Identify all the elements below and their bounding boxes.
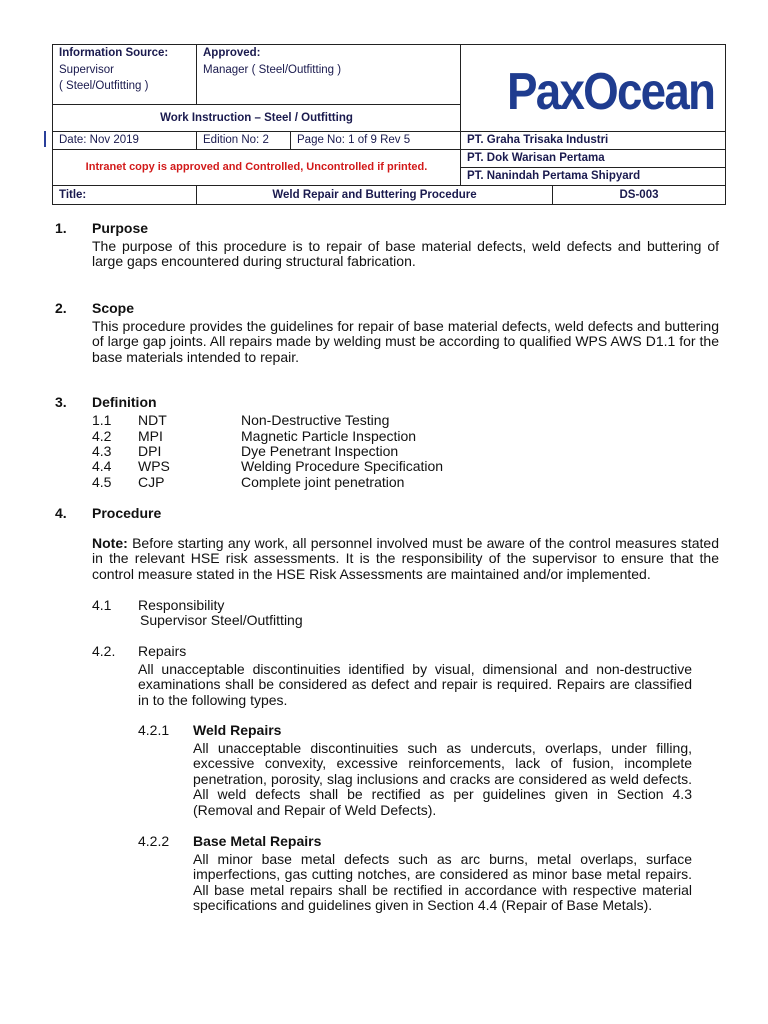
date-value: Date: Nov 2019 (59, 134, 139, 146)
section-41-text: Supervisor Steel/Outfitting (140, 612, 303, 628)
definition-abbr-5: CJP (138, 474, 165, 490)
section-2-number: 2. (55, 300, 67, 316)
definition-no-4: 4.4 (92, 458, 112, 474)
definition-meaning-4: Welding Procedure Specification (241, 458, 444, 474)
section-41-number: 4.1 (92, 597, 112, 613)
section-4-number: 4. (55, 505, 67, 521)
section-1-number: 1. (55, 220, 67, 236)
definition-abbr-3: DPI (138, 443, 162, 459)
doc-code: DS-003 (619, 189, 659, 201)
section-4-title: Procedure (92, 505, 162, 521)
note-label: Note: (92, 535, 128, 551)
section-422-title: Base Metal Repairs (193, 833, 322, 849)
approved-value: Manager ( Steel/Outfitting ) (203, 64, 342, 76)
section-1-text: The purpose of this procedure is to repair of base material defects, weld defects and buttering of large gaps encountered during structural fabrication. (92, 238, 719, 270)
definition-meaning-5: Complete joint penetration (241, 474, 405, 490)
work-instruction: Work Instruction – Steel / Outfitting (160, 112, 353, 124)
doc-code-cell (552, 185, 726, 205)
section-42-text: All unacceptable discontinuities identified by visual, dimensional and non-destructive examinations shall be considered as defect and repair is required. Repairs are classified in to the following types. (138, 661, 692, 708)
title-label-cell (52, 185, 197, 205)
note-text: Before starting any work, all personnel involved must be aware of the control measures stated in the relevant HSE risk assessments. It is the responsibility of the supervisor to ensure that the control measure stated in the HSE Risk Assessments are maintained and/or implemented. (92, 535, 719, 582)
info-source-cell (52, 44, 197, 105)
section-1-title: Purpose (92, 220, 149, 236)
definition-no-3: 4.3 (92, 443, 112, 459)
company3-cell (460, 167, 726, 186)
section-42-number: 4.2. (92, 643, 116, 659)
section-422-number: 4.2.2 (138, 833, 170, 849)
section-2-title: Scope (92, 300, 135, 316)
company2-cell (460, 149, 726, 168)
section-2-text: This procedure provides the guidelines for repair of base material defects, weld defects and buttering of large gap joints. All repairs made by welding must be according to qualified WPS AWS D1.1 for the base materials intended to repair. (92, 318, 719, 365)
section-42-title: Repairs (138, 643, 187, 659)
definition-meaning-3: Dye Penetrant Inspection (241, 443, 399, 459)
info-source-label: Information Source: (59, 47, 169, 59)
definition-abbr-1: NDT (138, 412, 167, 428)
section-421-text: All unacceptable discontinuities such as undercuts, overlaps, under filling, excessive convexity, excessive reinforcements, lack of fusion, incomplete penetration, porosity, slag inclusions and cracks are considered as weld defects. All weld defects shall be rectified as per guidelines given in Section 4.3 (Removal and Repair of Weld Defects). (193, 740, 692, 818)
definition-no-5: 4.5 (92, 474, 112, 490)
edition-cell (196, 131, 291, 150)
company3: PT. Nanindah Pertama Shipyard (467, 170, 641, 182)
definition-abbr-2: MPI (138, 428, 163, 444)
approved-label: Approved: (203, 47, 261, 59)
definition-abbr-4: WPS (138, 458, 170, 474)
company1: PT. Graha Trisaka Industri (467, 134, 609, 146)
title-label: Title: (59, 189, 87, 201)
section-41-title: Responsibility (138, 597, 225, 613)
info-source-line2: ( Steel/Outfitting ) (59, 80, 149, 92)
approved-cell (196, 44, 461, 105)
definition-meaning-2: Magnetic Particle Inspection (241, 428, 417, 444)
intranet-note: Intranet copy is approved and Controlled, Uncontrolled if printed. (85, 161, 428, 173)
definition-no-2: 4.2 (92, 428, 112, 444)
work-instruction-cell (52, 104, 461, 132)
document-header (52, 44, 726, 205)
edition-value: Edition No: 2 (203, 134, 269, 146)
company1-cell (460, 131, 726, 150)
info-source-line1: Supervisor (59, 64, 114, 76)
title-value: Weld Repair and Buttering Procedure (272, 189, 477, 201)
margin-marker (44, 131, 46, 147)
page-no-cell (290, 131, 461, 150)
section-421-title: Weld Repairs (193, 722, 282, 738)
intranet-cell (52, 149, 461, 186)
page-no-value: Page No: 1 of 9 Rev 5 (297, 134, 411, 146)
paxocean-logo: PaxOcean (507, 63, 715, 121)
note-paragraph (92, 536, 719, 582)
section-422-text: All minor base metal defects such as arc burns, metal overlaps, surface imperfections, gas cutting notches, are considered as minor base metal repairs. All base metal repairs shall be rectified in accordance with respective material specifications and guidelines given in Section 4.4 (Repair of Base Metals). (193, 851, 692, 914)
section-3-number: 3. (55, 394, 67, 410)
section-3-title: Definition (92, 394, 157, 410)
company2: PT. Dok Warisan Pertama (467, 152, 605, 164)
section-421-number: 4.2.1 (138, 722, 170, 738)
definition-meaning-1: Non-Destructive Testing (241, 412, 390, 428)
date-cell (52, 131, 197, 150)
definition-no-1: 1.1 (92, 412, 112, 428)
title-value-cell (196, 185, 553, 205)
